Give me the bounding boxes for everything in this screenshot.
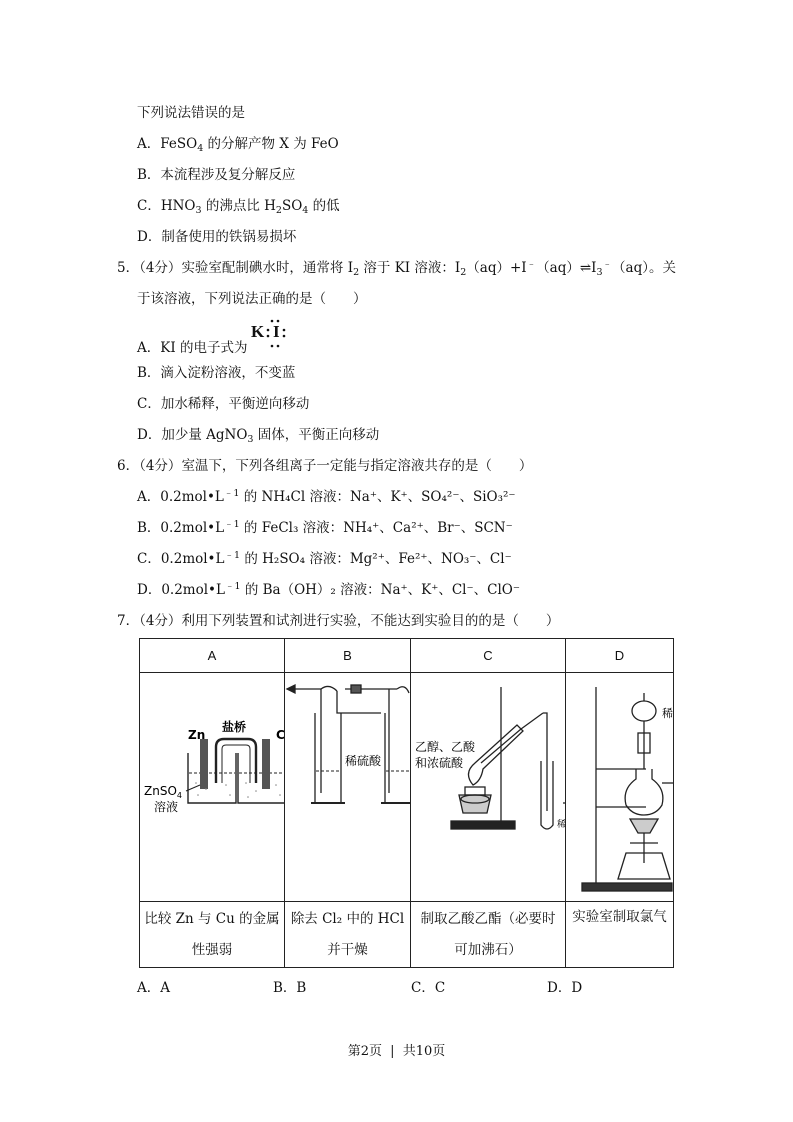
q6-option-d: D．$0.2mol•L^{﹣1}$ 的 Ba（OH）₂ 溶液：Na⁺、K⁺、Cl⁻、ClO⁻ — [137, 581, 520, 598]
footer-separator: | — [390, 1044, 395, 1059]
q6-option-c: C．$0.2mol•L^{﹣1}$ 的 H₂SO₄ 溶液：Mg²⁺、Fe²⁺、NO₃⁻、Cl⁻ — [137, 550, 512, 567]
q5-option-b: B．滴入淀粉溶液，不变蓝 — [137, 365, 296, 381]
apparatus-table — [139, 638, 674, 968]
q6-option-a: A．$0.2mol•L^{﹣1}$ 的 NH₄Cl 溶液：Na⁺、K⁺、SO₄²⁻、SiO₃²⁻ — [137, 488, 516, 505]
q5-stem-line1: 5．（4分）实验室配制碘水时，通常将 $I_2$ 溶于 KI 溶液：$I_2(aq)+I^﹣(aq)\rightleftharpoons I_3^﹣(aq)$。关 — [117, 259, 676, 278]
footer-page: 第2页 — [347, 1044, 383, 1059]
q5-option-a: A．KI 的电子式为 — [137, 340, 248, 356]
q4-option-b: B．本流程涉及复分解反应 — [137, 167, 296, 183]
q7-answer-b: B．B — [273, 980, 307, 996]
esterification-apparatus — [451, 687, 566, 829]
q6-stem: 6．（4分）室温下，下列各组离子一定能与指定溶液共存的是（ ） — [117, 458, 533, 474]
gas-washing-apparatus — [287, 685, 411, 803]
label-reagents-line1: 乙醇、乙酸 — [415, 740, 476, 754]
q7-answer-a: A．A — [137, 980, 170, 996]
figure-b — [285, 673, 411, 902]
label-reagents-line2: 和浓硫酸 — [415, 756, 464, 770]
figure-c — [411, 673, 566, 902]
q7-answer-d: D．D — [547, 980, 583, 996]
figure-d — [566, 673, 674, 902]
header-b: B — [285, 639, 411, 673]
label-zn: Zn — [188, 728, 206, 742]
ki-electron-formula — [249, 318, 297, 350]
label-c-partial: 稀 — [557, 820, 566, 830]
q5-option-d: D．加少量 AgNO$_3$ 固体，平衡正向移动 — [137, 427, 380, 445]
header-c: C — [411, 639, 566, 673]
lone-pair-dots — [267, 320, 286, 348]
q4-option-a: A．FeSO$_4$ 的分解产物 X 为 FeO — [137, 136, 339, 154]
label-dilute-sulfuric-acid: 稀硫酸 — [345, 754, 382, 768]
q5-stem-line2: 于该溶液，下列说法正确的是（ ） — [137, 291, 367, 307]
label-solution: 溶液 — [154, 800, 179, 814]
label-znso4: ZnSO$_4$ — [144, 784, 182, 800]
figure-a — [140, 673, 285, 902]
label-salt-bridge: 盐桥 — [222, 720, 247, 734]
formula-i: I — [273, 322, 280, 341]
q6-option-b: B．$0.2mol•L^{﹣1}$ 的 FeCl₃ 溶液：NH₄⁺、Ca²⁺、Br⁻、SCN⁻ — [137, 519, 513, 536]
caption-c: 制取乙酸乙酯（必要时 可加沸石） — [411, 902, 566, 968]
caption-b: 除去 Cl₂ 中的 HCl 并干燥 — [285, 902, 411, 968]
label-cu-partial: C — [276, 728, 285, 742]
q7-stem: 7．（4分）利用下列装置和试剂进行实验，不能达到实验目的的是（ ） — [117, 613, 560, 629]
q4-stem-tail: 下列说法错误的是 — [137, 105, 245, 121]
header-a: A — [140, 639, 285, 673]
q4-option-c: C．$HNO_3$ 的沸点比 $H_2SO_4$ 的低 — [137, 198, 340, 216]
electrodes — [200, 739, 270, 789]
chlorine-apparatus — [582, 687, 674, 891]
label-d-partial: 稀 — [662, 707, 673, 720]
header-d: D — [566, 639, 674, 673]
q5-option-c: C．加水稀释，平衡逆向移动 — [137, 396, 310, 412]
caption-a: 比较 Zn 与 Cu 的金属 性强弱 — [140, 902, 285, 968]
formula-k: K — [251, 322, 265, 341]
page-footer — [0, 1040, 793, 1059]
caption-d: 实验室制取氯气 — [566, 902, 674, 968]
footer-total: 共10页 — [402, 1044, 446, 1059]
q7-answer-c: C．C — [411, 980, 446, 996]
q4-option-d: D．制备使用的铁锅易损坏 — [137, 229, 297, 245]
